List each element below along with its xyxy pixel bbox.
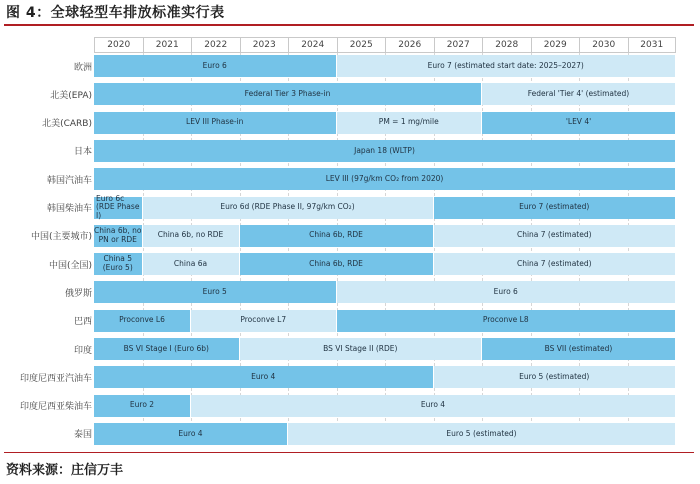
row-label: 泰国 — [73, 430, 92, 441]
standard-period-bar: Federal Tier 3 Phase-in — [94, 83, 482, 105]
standard-period-bar: Proconve L8 — [337, 310, 677, 332]
row-label: 韩国柴油车 — [46, 204, 92, 214]
standard-period-bar: Euro 4 — [94, 423, 288, 445]
row-label: 俄罗斯 — [64, 288, 92, 299]
standard-period-bar: LEV III Phase-in — [94, 112, 337, 134]
standard-period-bar: 'LEV 4' — [482, 112, 676, 134]
standard-period-bar: Euro 6 — [94, 55, 337, 77]
row-label: 中国(主要城市) — [30, 232, 92, 243]
year-header: 2028 — [482, 37, 531, 53]
year-header: 2027 — [434, 37, 483, 53]
standard-period-bar: China 6b, RDE — [240, 225, 434, 247]
year-header: 2029 — [531, 37, 580, 53]
year-header: 2023 — [240, 37, 289, 53]
standard-period-bar: BS VI Stage II (RDE) — [240, 338, 483, 360]
standard-period-bar: Federal 'Tier 4' (estimated) — [482, 83, 676, 105]
standard-period-bar: Euro 4 — [94, 366, 434, 388]
source-note: 资料来源：庄信万丰 — [6, 463, 124, 478]
bottom-divider — [4, 452, 694, 453]
standard-period-bar: China 6b, no RDE — [143, 225, 240, 247]
standard-period-bar: China 6a — [143, 253, 240, 275]
year-header: 2021 — [143, 37, 192, 53]
row-label: 印度尼西亚汽油车 — [19, 373, 92, 384]
standard-period-bar: Proconve L7 — [191, 310, 337, 332]
row-label: 印度尼西亚柴油车 — [19, 402, 92, 413]
row-label: 中国(全国) — [48, 260, 92, 271]
standard-period-bar: LEV III (97g/km CO₂ from 2020) — [94, 168, 676, 190]
year-header: 2031 — [628, 37, 677, 53]
year-header: 2020 — [94, 37, 143, 53]
standard-period-bar: Euro 6c (RDE Phase I) — [94, 197, 143, 219]
row-label: 欧洲 — [73, 62, 92, 73]
standard-period-bar: Euro 5 (estimated) — [434, 366, 677, 388]
figure-title: 图 4：全球轻型车排放标准实行表 — [6, 5, 225, 21]
standard-period-bar: China 6b, no PN or RDE — [94, 225, 143, 247]
year-header: 2030 — [579, 37, 628, 53]
row-label: 日本 — [73, 147, 92, 158]
timeline-table — [94, 37, 676, 441]
standard-period-bar: PM = 1 mg/mile — [337, 112, 483, 134]
standard-period-bar: China 6b, RDE — [240, 253, 434, 275]
row-label: 巴西 — [73, 317, 92, 328]
year-header: 2025 — [337, 37, 386, 53]
standard-period-bar: Euro 7 (estimated start date: 2025–2027) — [337, 55, 677, 77]
standard-period-bar: Euro 6d (RDE Phase II, 97g/km CO₂) — [143, 197, 434, 219]
standard-period-bar: Japan 18 (WLTP) — [94, 140, 676, 162]
row-label: 北美(EPA) — [50, 90, 92, 101]
standard-period-bar: Proconve L6 — [94, 310, 191, 332]
year-header: 2026 — [385, 37, 434, 53]
row-label: 北美(CARB) — [42, 119, 92, 130]
standard-period-bar: China 7 (estimated) — [434, 253, 677, 275]
standard-period-bar: BS VII (estimated) — [482, 338, 676, 360]
row-label: 印度 — [73, 345, 92, 356]
standard-period-bar: BS VI Stage I (Euro 6b) — [94, 338, 240, 360]
standard-period-bar: China 7 (estimated) — [434, 225, 677, 247]
standard-period-bar: Euro 5 (estimated) — [288, 423, 676, 445]
top-divider — [4, 24, 694, 26]
standard-period-bar: China 5 (Euro 5) — [94, 253, 143, 275]
row-label: 韩国汽油车 — [46, 175, 92, 186]
standard-period-bar: Euro 6 — [337, 281, 677, 303]
year-header: 2024 — [288, 37, 337, 53]
standard-period-bar: Euro 7 (estimated) — [434, 197, 677, 219]
standard-period-bar: Euro 2 — [94, 395, 191, 417]
year-header: 2022 — [191, 37, 240, 53]
standard-period-bar: Euro 5 — [94, 281, 337, 303]
standard-period-bar: Euro 4 — [191, 395, 676, 417]
